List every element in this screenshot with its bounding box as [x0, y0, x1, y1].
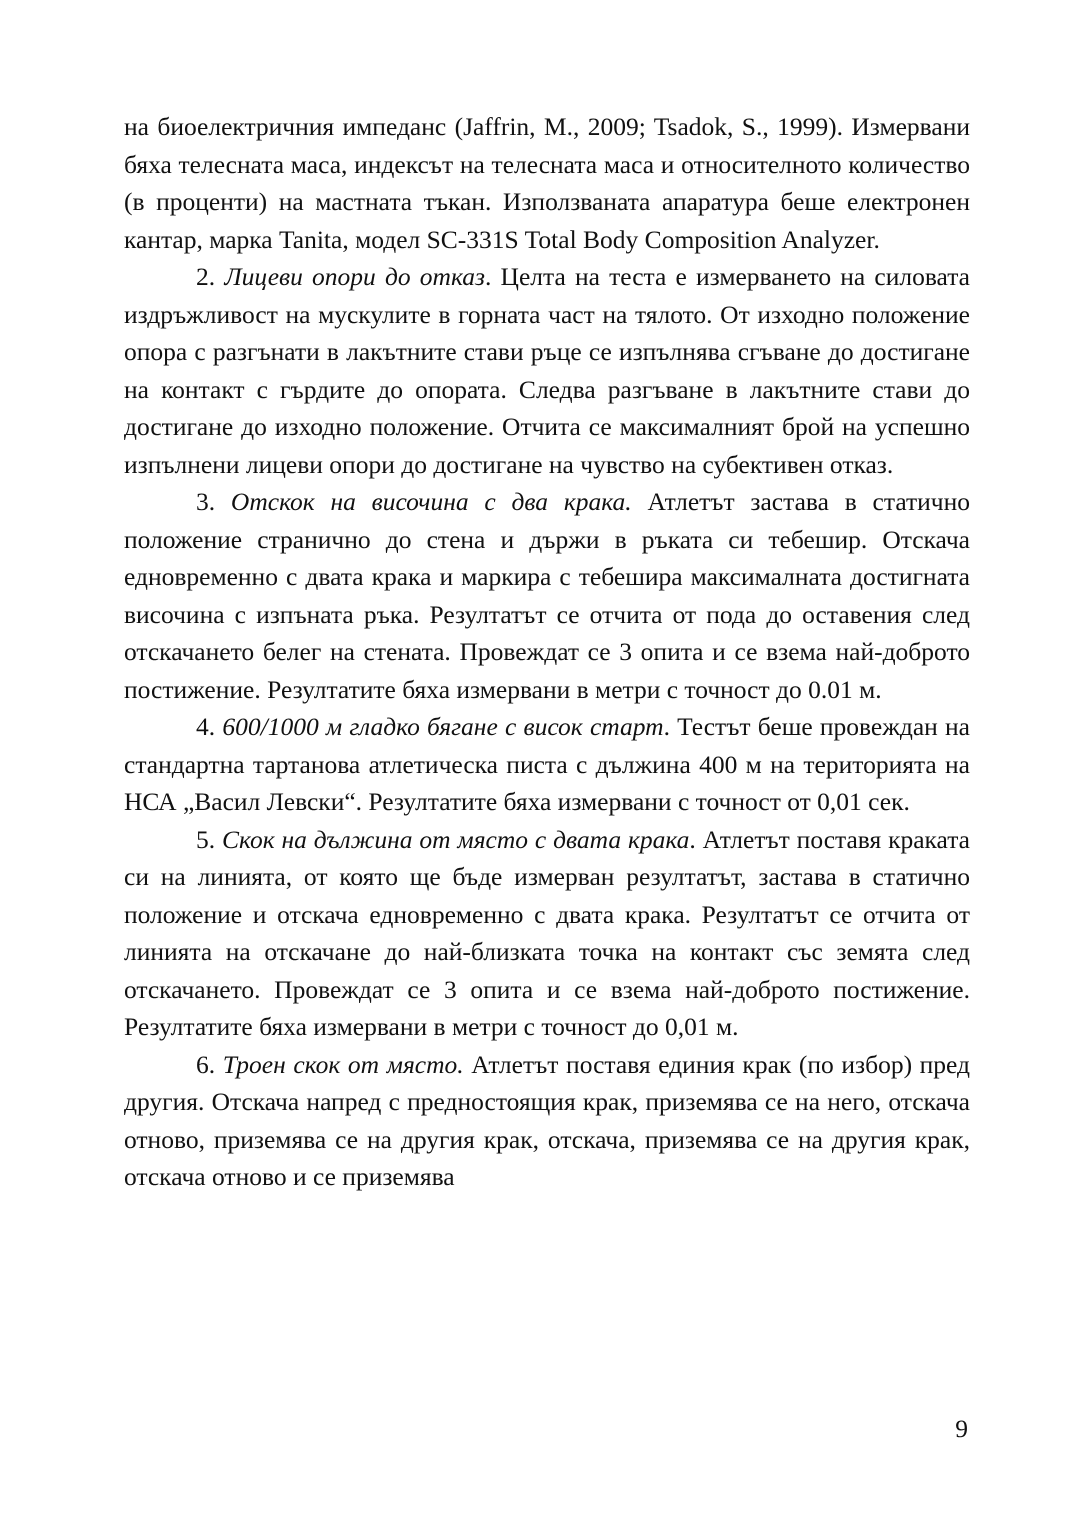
item-title-suffix: . [484, 262, 492, 291]
test-item-3 [124, 483, 970, 708]
item-title: 600/1000 м гладко бягане с висок старт [222, 712, 664, 741]
item-number: 2. [196, 262, 216, 291]
item-title-suffix: . [689, 824, 696, 854]
item-title: Лицеви опори до отказ [224, 262, 485, 291]
item-number: 4. [196, 712, 216, 741]
item-number: 5. [196, 824, 216, 854]
item-body: Тестът беше провеждан на стандартна тартанова атлетическа писта с дължина 400 м на територията на НСА „Васил Левски“. Резултатите бяха измервани с точност от 0,01 сек. [124, 712, 971, 816]
item-title-suffix: . [663, 712, 670, 741]
item-body: Атлетът поставя краката си на линията, от която ще бъде измерван резултатът, застава в статично положение и отскача едновременно с двата крака. Резултатът се отчита от линията на отскачане до най-близката точка на контакт със земята след отскачането. Провеждат се 3 опита и се взема най-доброто постижение. Резултатите бяха измервани в метри с точност до 0,01 м. [124, 824, 970, 1041]
test-item-5 [124, 821, 970, 1046]
document-page [124, 108, 970, 1196]
test-item-4 [124, 708, 970, 821]
intro-paragraph: на биоелектричния импеданс (Jaffrin, M., 2009; Tsadok, S., 1999). Измервани бяха телесната маса, индексът на телесната маса и относителното количество (в проценти) на мастната тъкан. Използваната апаратура беше електронен кантар, марка Tanita, модел SC-331S Total Body Composition Analyzer. [124, 112, 970, 254]
item-number: 3. [196, 487, 216, 516]
item-title: Скок на дължина от място с двата крака [221, 824, 690, 854]
test-item-2 [124, 258, 970, 483]
item-number: 6. [196, 1049, 216, 1079]
item-body: Атлетът поставя единия крак (по избор) пред другия. Отскача напред с предностоящия крак, приземява се на него, отскача отново, приземява се на другия крак, отскача, приземява се на другия крак, отскача отново и се приземява [124, 1049, 971, 1191]
page-number: 9 [955, 1414, 968, 1443]
item-title: Троен скок от място. [222, 1049, 464, 1079]
item-body: Целта на теста е измерването на силовата издръжливост на мускулите в горната част на тялото. От изходно положение опора с разгънати в лакътните стави ръце се изпълнява сгъване до достигане на контакт с гърдите до опората. Следва разгъване в лакътните стави до достигане до изходно положение. Отчита се максималният брой на успешно изпълнени лицеви опори до достигане на чувство на субективен отказ. [124, 262, 970, 479]
item-title: Отскок на височина с два крака. [230, 487, 632, 516]
item-body: Атлетът застава в статично положение странично до стена и държи в ръката си тебешир. Отскача едновременно с двата крака и маркира с тебешира максималната достигната височина с изпъната ръка. Резултатът се отчита от пода до оставения след отскачането белег на стената. Провеждат се 3 опита и се взема най-доброто постижение. Резултатите бяха измервани в метри с точност до 0.01 м. [124, 487, 970, 704]
test-item-6 [124, 1046, 970, 1196]
